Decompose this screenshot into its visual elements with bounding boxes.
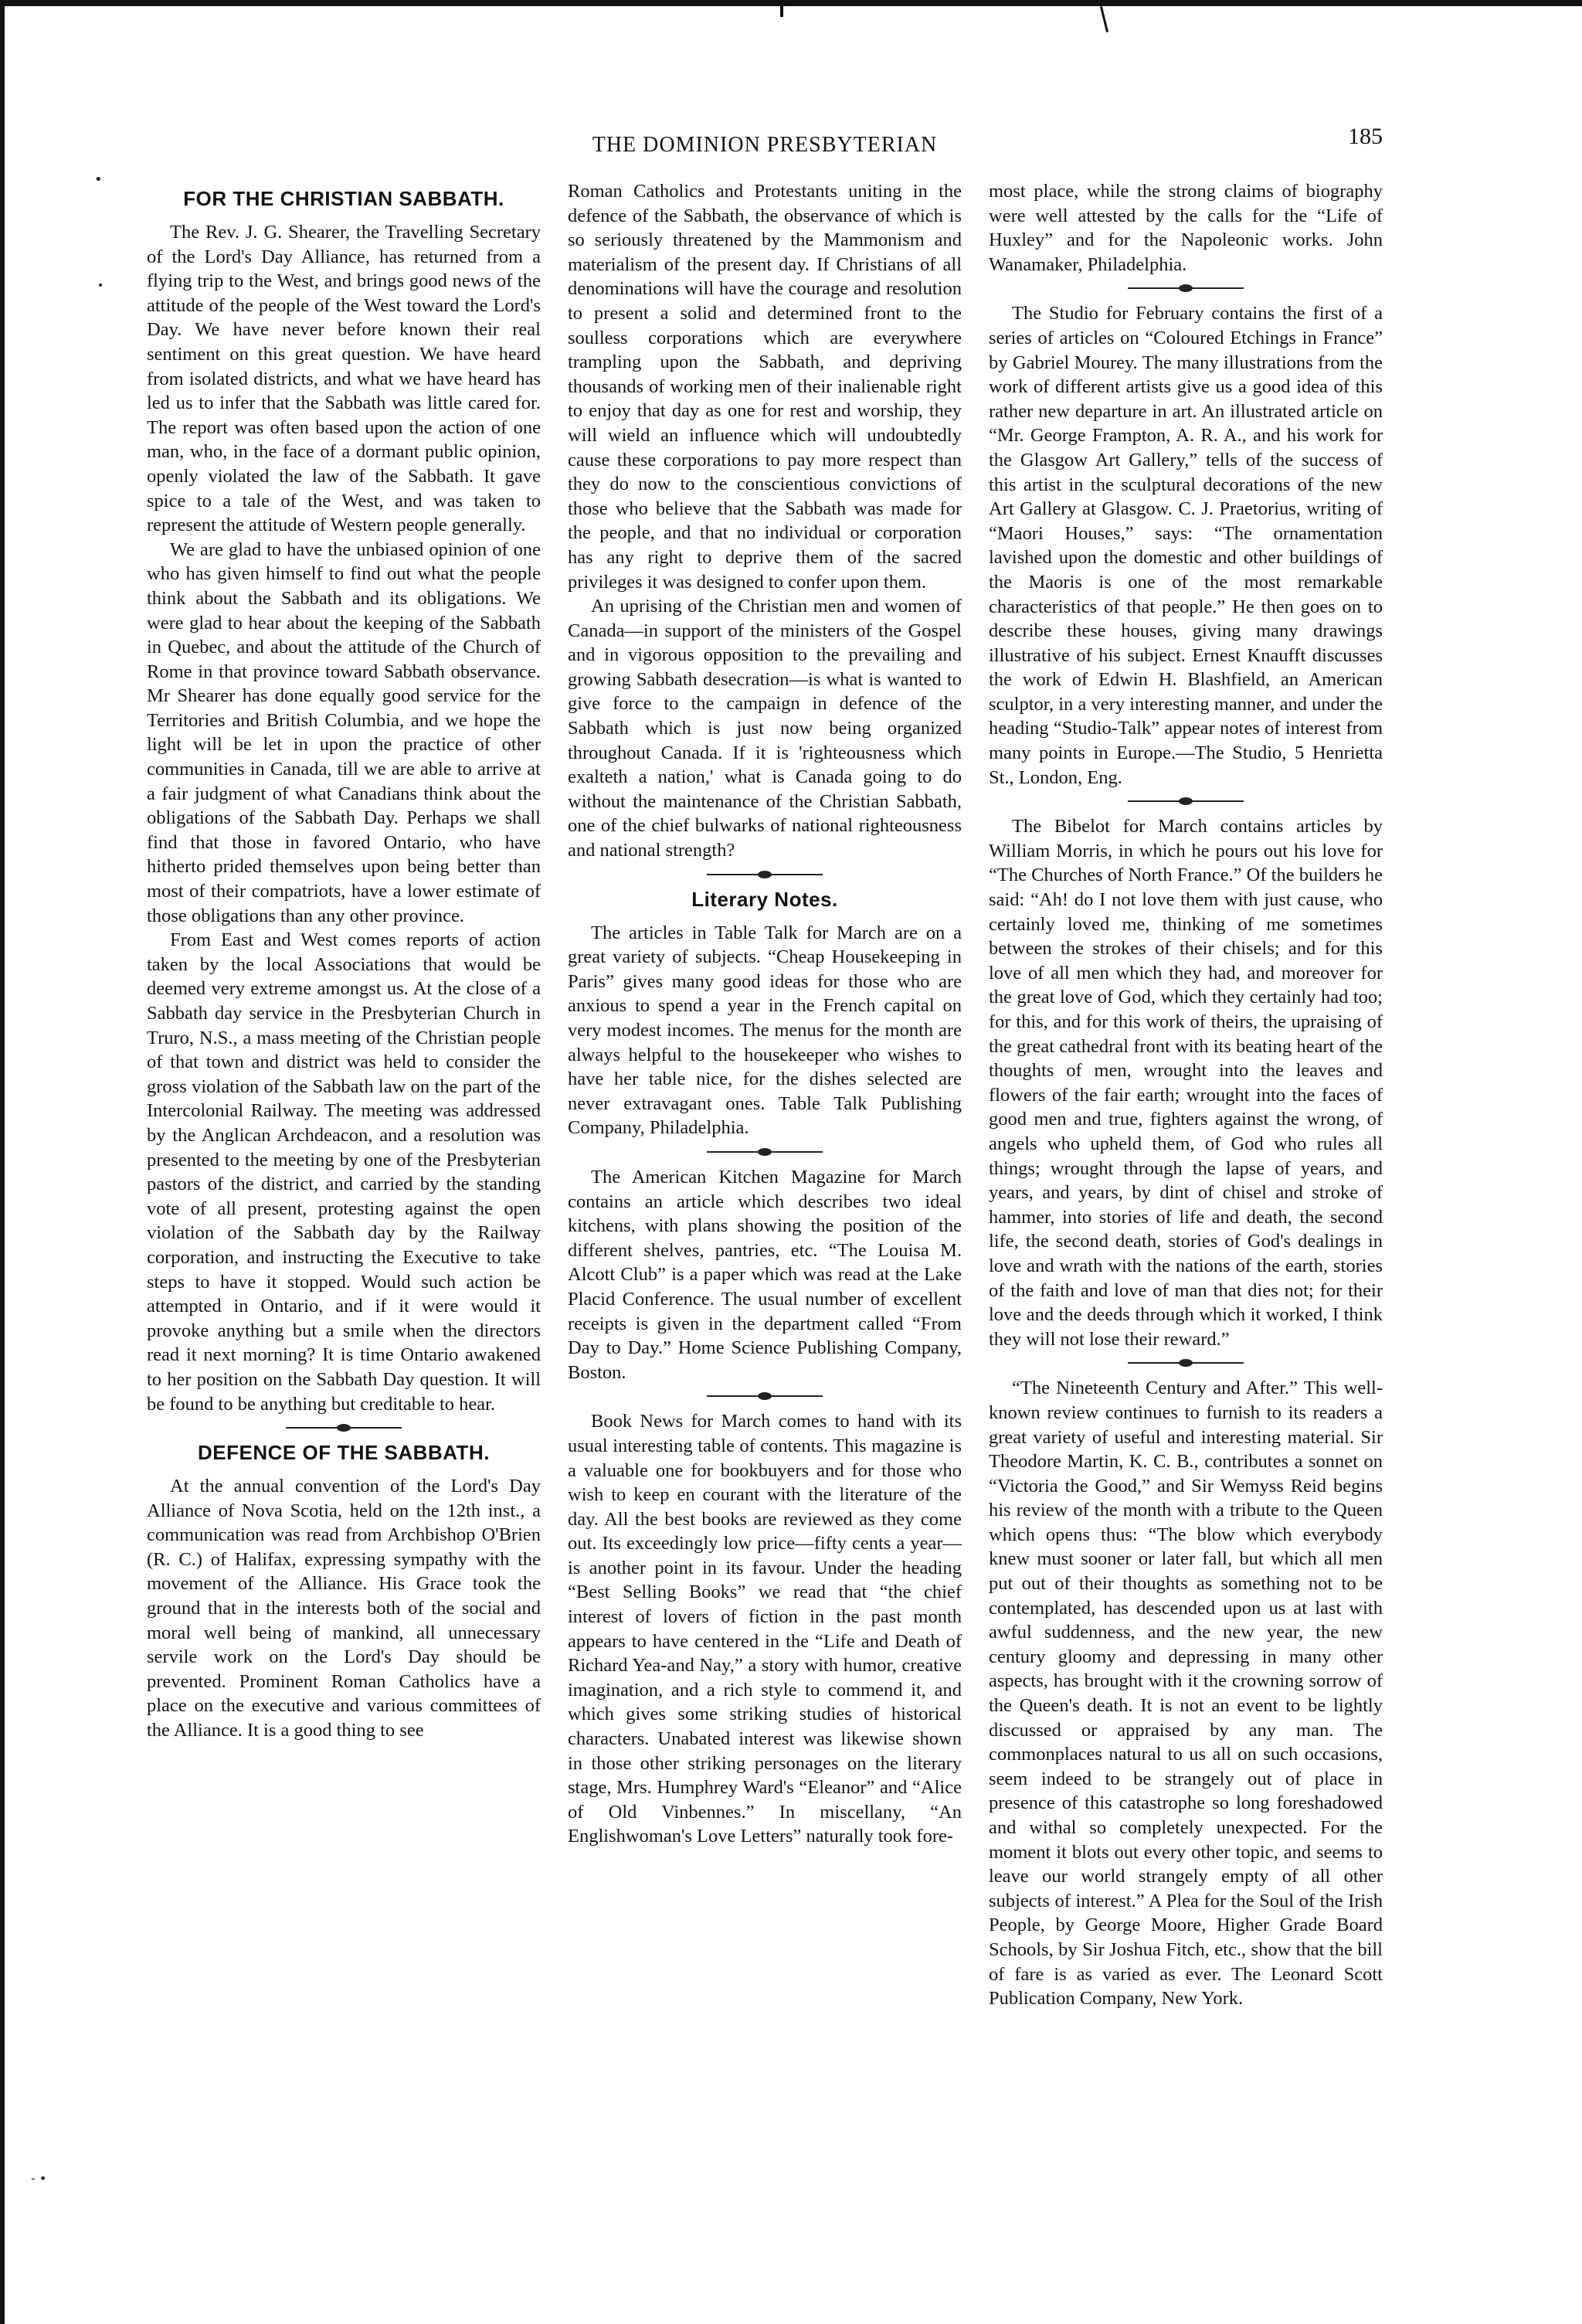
scan-tick-mark: [1100, 6, 1108, 32]
review-paragraph: The Bibelot for March contains articles by William Morris, in which he pours out his love for “The Churches of North France.” Of the builders he said: “Ah! do I not love them with just cause, who certainly loved me, thinking of me sometimes between the strokes of their chisels; and for this love of all men which they had, and moreover for the great love of God, which they certainly had too; for this, and for this work of theirs, the upraising of the great cathedral front with its beating heart of the thoughts of men, wrought into the leaves and flowers of the fair earth; wrought into the faces of good men and true, fighters against the wrong, of angels who upheld them, of God who rules all things; wrought through the lapse of years, and years, and years, by dint of chisel and stroke of hammer, into stories of life and death, the second life, the second death, stories of God's dealings in love and wrath with the nations of the earth, stories of the faith and love of man that dies not; for their love and the deeds through which it worked, I think they will not lose their reward.”: [989, 816, 1383, 1350]
article-columns: [147, 179, 1383, 2281]
scan-edge-left: [0, 0, 5, 2324]
section-divider: [707, 874, 823, 875]
article-title: FOR THE CHRISTIAN SABBATH.: [183, 187, 504, 210]
column-2: [568, 179, 962, 2281]
page-header: [131, 124, 1398, 178]
section-divider: [707, 1151, 823, 1153]
review-paragraph: The Studio for February contains the first of a series of articles on “Coloured Etchings in France” by Gabriel Mourey. The many illustrations from the work of different artists give us a good idea of this rather new departure in art. An illustrated article on “Mr. George Frampton, A. R. A., and his work for the Glasgow Art Gallery,” tells of the success of this artist in the sculptural decorations of the new Art Gallery at Glasgow. C. J. Praetorius, writing of “Maori Houses,” says: “The ornamentation lavished upon the domestic and other buildings of the Maoris is one of the most remarkable characteristics of that people.” He then goes on to describe these houses, giving many drawings illustrative of his subject. Ernest Knaufft discusses the work of Edwin H. Blashfield, an American sculptor, in a very interesting manner, and under the heading “Studio-Talk” appear notes of interest from many points in Europe.—The Studio, 5 Henrietta St., London, Eng.: [989, 303, 1383, 788]
column-3: [989, 179, 1383, 2281]
section-divider: [1128, 1362, 1244, 1364]
review-paragraph: “The Nineteenth Century and After.” This well-known review continues to furnish to its readers a great variety of useful and interesting material. Sir Theodore Martin, K. C. B., contributes a sonnet on “Victoria the Good,” and Sir Wemyss Reid begins his review of the month with a tribute to the Queen which opens thus: “The blow which everybody knew must sooner or later fall, but which all men put out of their thoughts as something not to be contemplated, has descended upon us at last with awful suddenness, and the new year, the new century gloomy and depressing in many other aspects, has brought with it the crowning sorrow of the Queen's death. It is not an event to be lightly discussed or appraised by any man. The commonplaces natural to us all on such occasions, seem indeed to be strangely out of place in presence of this catastrophe so long foreshadowed and withal so completely unexpected. For the moment it blots out every other topic, and seems to leave our world strangely empty of all other subjects of interest.” A Plea for the Soul of the Irish People, by George Moore, Higher Grade Board Schools, by Sir Joshua Fitch, etc., show that the bill of fare is as varied as ever. The Leonard Scott Publication Company, New York.: [989, 1378, 1383, 2010]
page-number: 185: [1348, 124, 1383, 149]
article-paragraph: From East and West comes reports of action taken by the local Associations that would be deemed very extreme amongst us. At the close of a Sabbath day service in the Presbyterian Church in Truro, N.S., a mass meeting of the Christian people of that town and district was held to consider the gross violation of the Sabbath law on the part of the Intercolonial Railway. The meeting was addressed by the Anglican Archdeacon, and a resolution was presented to the meeting by one of the Presbyterian pastors of the district, and carried by the standing vote of all present, protesting against the open violation of the Sabbath day by the Railway corporation, and instructing the Executive to take steps to have it stopped. Would such action be attempted in Ontario, and if it were would it provoke anything but a smile when the directors read it next morning? It is time Ontario awakened to her position on the Sabbath Day question. It will be found to be anything but creditable to hear.: [147, 929, 541, 1415]
article-paragraph: Roman Catholics and Protestants uniting in the defence of the Sabbath, the observance of which is so seriously threatened by the Mammonism and materialism of the present day. If Christians of all denominations will have the courage and resolution to present a solid and determined front to the soulless corporations which are everywhere trampling upon the Sabbath, and depriving thousands of working men of their inalienable right to enjoy that day as one for rest and worship, they will wield an influence which will undoubtedly cause these corporations to pay more respect than they do now to the conscientious convictions of those who believe that the Sabbath was made for the people, and that no individual or corporation has any right to deprive them of the sacred privileges it was designed to confer upon them.: [568, 181, 962, 593]
review-paragraph: The articles in Table Talk for March are on a great variety of subjects. “Cheap Housekeeping in Paris” gives many good ideas for those who are anxious to spend a year in the French capital on very modest incomes. The menus for the month are always helpful to the housekeeper who wishes to have her table nice, for the dishes selected are never extravagant ones. Table Talk Publishing Company, Philadelphia.: [568, 922, 962, 1139]
margin-mark: •: [97, 280, 104, 292]
section-title-literary-notes: Literary Notes.: [691, 887, 838, 911]
review-paragraph: most place, while the strong claims of biography were well attested by the calls for the “Life of Huxley” and for the Napoleonic works. John Wanamaker, Philadelphia.: [989, 181, 1383, 275]
newspaper-page: [131, 124, 1398, 2010]
article-paragraph: We are glad to have the unbiased opinion of one who has given himself to find out what the people think about the Sabbath and its obligations. We were glad to hear about the keeping of the Sabbath in Quebec, and about the attitude of the Church of Rome in that province toward Sabbath observance. Mr Shearer has done equally good service for the Territories and British Columbia, and we hope the light will be let in upon the practice of other communities in Canada, till we are able to arrive at a fair judgment of what Canadians think about the obligations of the Sabbath Day. Perhaps we shall find that those in favored Ontario, who have hitherto prided themselves upon being better than most of their compatriots, have a lower estimate of those obligations than any other province.: [147, 539, 541, 926]
section-divider: [286, 1427, 402, 1429]
section-divider: [1128, 800, 1244, 802]
margin-mark: •: [94, 172, 103, 188]
section-divider: [1128, 287, 1244, 289]
article-paragraph: At the annual convention of the Lord's Day Alliance of Nova Scotia, held on the 12th inst., a communication was read from Archbishop O'Brien (R. C.) of Halifax, expressing sympathy with the movement of the Alliance. His Grace took the ground that in the interests both of the social and moral well being of mankind, all unnecessary servile work on the Lord's Day should be prevented. Prominent Roman Catholics have a place on the executive and various committees of the Alliance. It is a good thing to see: [147, 1476, 541, 1741]
scan-edge-top: [0, 0, 1582, 6]
margin-mark: - •: [31, 2171, 47, 2186]
article-title: DEFENCE OF THE SABBATH.: [198, 1441, 490, 1465]
article-paragraph: An uprising of the Christian men and women of Canada—in support of the ministers of the Gospel and in vigorous opposition to the prevailing and growing Sabbath desecration—is what is wanted to give force to the campaign in defence of the Sabbath which is just now being organized throughout Canada. If it is 'righteousness which exalteth a nation,' what is Canada going to do without the maintenance of the Christian Sabbath, one of the chief bulwarks of national righteousness and national strength?: [568, 596, 962, 861]
running-head: THE DOMINION PRESBYTERIAN: [592, 133, 938, 157]
review-paragraph: The American Kitchen Magazine for March contains an article which describes two ideal kitchens, with plans showing the position of the different shelves, pantries, etc. “The Louisa M. Alcott Club” is a paper which was read at the Lake Placid Conference. The usual number of excellent receipts is given in the department called “From Day to Day.” Home Science Publishing Company, Boston.: [568, 1166, 962, 1383]
scan-tick-mark: [780, 6, 783, 17]
review-paragraph: Book News for March comes to hand with its usual interesting table of contents. This magazine is a valuable one for bookbuyers and for those who wish to keep en courant with the literature of the day. All the best books are reviewed as they come out. Its exceedingly low price—fifty cents a year—is another point in its favour. Under the heading “Best Selling Books” we read that “the chief interest of lovers of fiction in the past month appears to have centered in the “Life and Death of Richard Yea-and Nay,” a story with humor, creative imagination, and a rich style to commend it, and which gives some striking studies of historical characters. Unabated interest was likewise shown in those other striking personages on the literary stage, Mrs. Humphrey Ward's “Eleanor” and “Alice of Old Vinbennes.” In miscellany, “An Englishwoman's Love Letters” naturally took fore-: [568, 1411, 962, 1847]
column-1: [147, 179, 541, 2281]
section-divider: [707, 1395, 823, 1397]
article-paragraph: The Rev. J. G. Shearer, the Travelling Secretary of the Lord's Day Alliance, has returned from a flying trip to the West, and brings good news of the attitude of the people of the West toward the Lord's Day. We have never before known their real sentiment on this great question. We have heard from isolated districts, and what we have heard has led us to infer that the Sabbath was little cared for. The report was often based upon the action of one man, who, in the face of a dormant public opinion, openly violated the law of the Sabbath. It gave spice to a tale of the West, and was taken to represent the attitude of Western people generally.: [147, 222, 541, 536]
